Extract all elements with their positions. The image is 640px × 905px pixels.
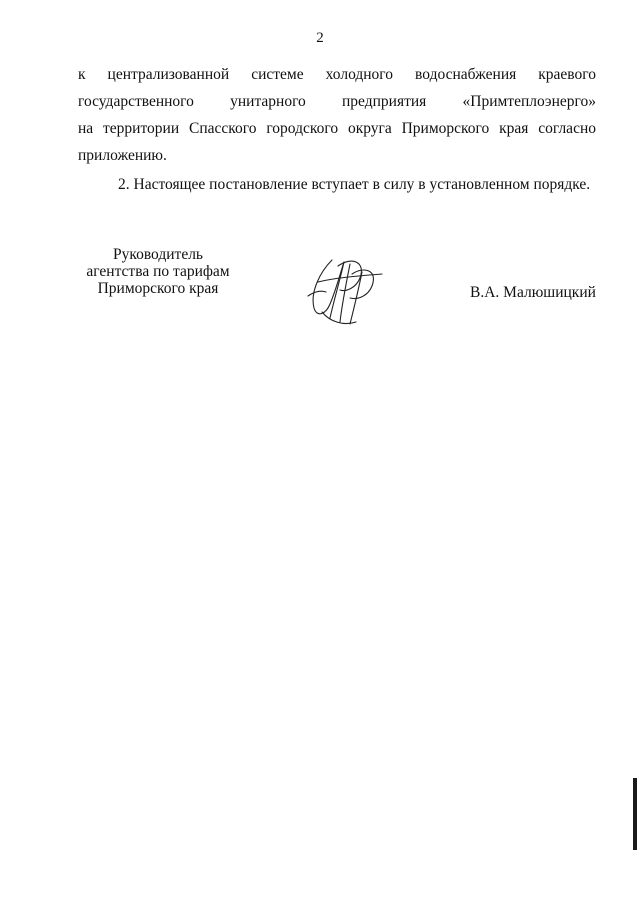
signer-name: В.А. Малюшицкий — [470, 284, 596, 301]
word: на — [78, 120, 94, 137]
page-number: 2 — [316, 30, 324, 46]
word: края — [499, 120, 529, 137]
paragraph1-line2 — [78, 91, 596, 118]
signatory-title-line3: Приморского края — [97, 280, 219, 297]
word: «Примтеплоэнерго» — [462, 93, 596, 110]
word: централизованной — [107, 66, 230, 83]
word: краевого — [538, 66, 596, 83]
signatory-title — [78, 246, 238, 297]
word: территории — [103, 120, 180, 137]
word: к — [78, 66, 86, 83]
word: системе — [251, 66, 304, 83]
word: согласно — [538, 120, 596, 137]
paragraph1-line3 — [78, 118, 596, 145]
paragraph2: 2. Настоящее постановление вступает в силу в установленном порядке. — [118, 176, 591, 193]
word: унитарного — [230, 93, 306, 110]
paragraph1-line4: приложению. — [78, 147, 167, 164]
word: городского — [266, 120, 339, 137]
word: государственного — [78, 93, 194, 110]
paragraph1-line1 — [78, 64, 596, 91]
word: холодного — [325, 66, 394, 83]
word: округа — [347, 120, 392, 137]
handwritten-signature — [300, 252, 390, 330]
signatory-title-line1: Руководитель — [112, 246, 204, 263]
word: Приморского — [401, 120, 490, 137]
word: водоснабжения — [415, 66, 517, 83]
word: Спасского — [188, 120, 257, 137]
signatory-title-line2: агентства по тарифам — [86, 263, 230, 280]
scan-edge-mark — [633, 778, 637, 850]
word: предприятия — [342, 93, 427, 110]
body-text — [78, 64, 596, 201]
